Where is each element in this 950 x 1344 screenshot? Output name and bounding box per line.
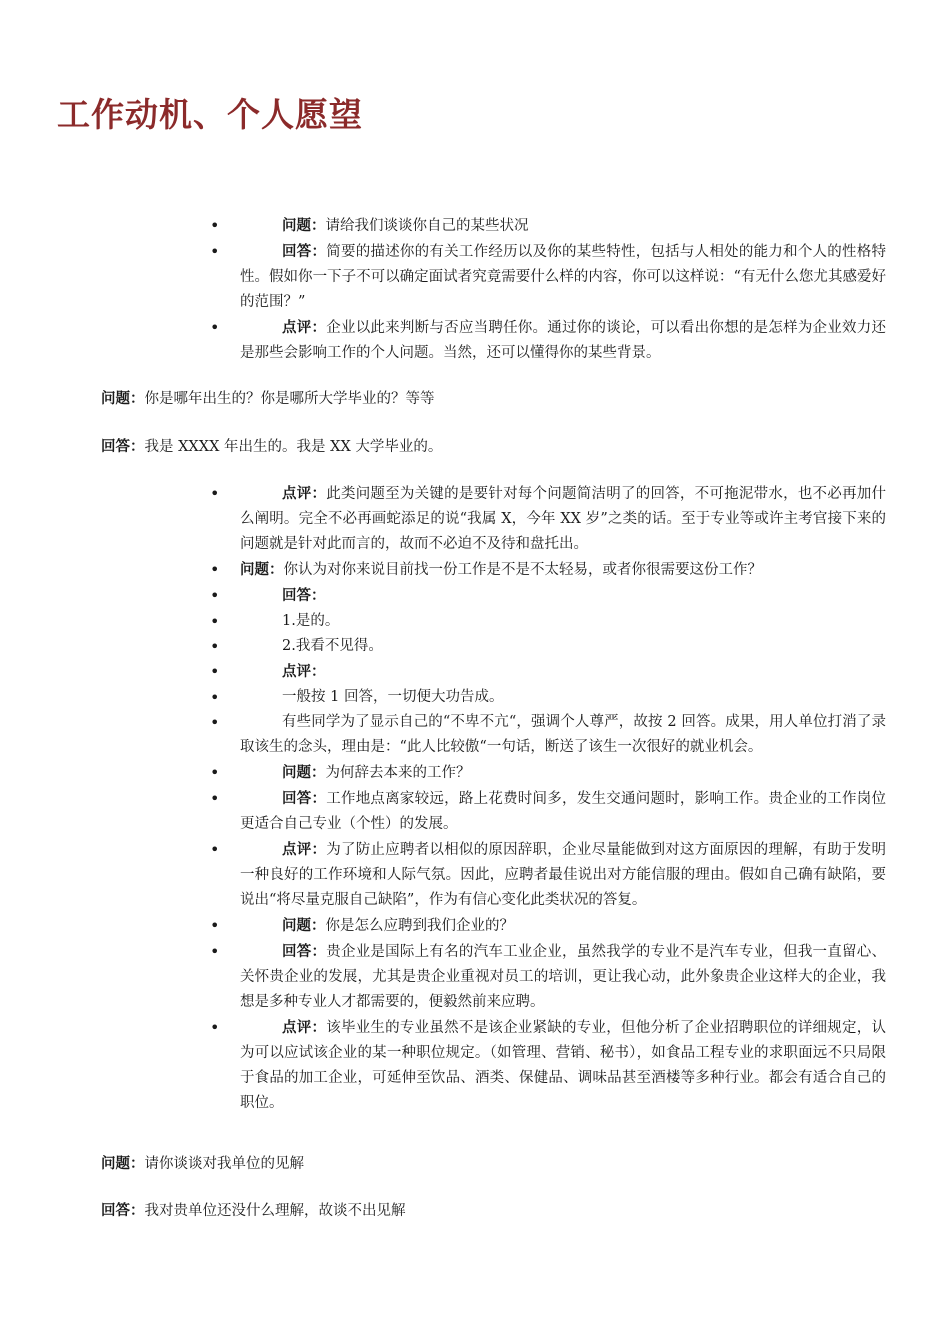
list-item: • 问题：你是怎么应聘到我们企业的？ bbox=[240, 913, 886, 939]
page-title: 工作动机、个人愿望 bbox=[57, 95, 363, 134]
answer-paragraph: 回答：我对贵单位还没什么理解，故谈不出见解 bbox=[101, 1202, 406, 1219]
answer-paragraph: 回答：我是 XXXX 年出生的。我是 XX 大学毕业的。 bbox=[101, 438, 443, 455]
bullet-icon: • bbox=[210, 713, 220, 732]
list-item: • 1.是的。 bbox=[240, 609, 886, 634]
bullet-icon: • bbox=[210, 560, 220, 579]
list-item: • 问题：请给我们谈谈你自己的某些状况 bbox=[240, 213, 886, 239]
bullet-icon: • bbox=[210, 318, 220, 337]
bullet-icon: • bbox=[210, 789, 220, 808]
bullet-icon: • bbox=[210, 916, 220, 935]
bullet-icon: • bbox=[210, 612, 220, 631]
bullet-icon: • bbox=[210, 1018, 220, 1037]
bullet-icon: • bbox=[210, 763, 220, 782]
list-item: • 点评：企业以此来判断与否应当聘任你。通过你的谈论，可以看出你想的是怎样为企业效力还是那些会影响工作的个人问题。当然，还可以懂得你的某些背景。 bbox=[240, 315, 886, 366]
list-item: • 回答：贵企业是国际上有名的汽车工业企业，虽然我学的专业不是汽车专业，但我一直留心、关怀贵企业的发展，尤其是贵企业重视对员工的培训，更让我心动，此外象贵企业这样大的企业，我想是多种专业人才都需要的，便毅然前来应聘。 bbox=[240, 939, 886, 1015]
bullet-icon: • bbox=[210, 242, 220, 261]
list-item: • 点评：此类问题至为关键的是要针对每个问题简洁明了的回答，不可拖泥带水，也不必再加什么阐明。完全不必再画蛇添足的说“我属 X，今年 XX 岁”之类的话。至于专业等或许主考官接下来的问题就是针对此而言的，故而不必迫不及待和盘托出。 bbox=[240, 481, 886, 557]
question-paragraph: 问题：你是哪年出生的？你是哪所大学毕业的？等等 bbox=[101, 390, 435, 407]
list-item: • 点评：为了防止应聘者以相似的原因辞职，企业尽量能做到对这方面原因的理解，有助于发明一种良好的工作环境和人际气氛。因此，应聘者最佳说出对方能信服的理由。假如自己确有缺陷，要说出“将尽量克服自己缺陷”，作为有信心变化此类状况的答复。 bbox=[240, 837, 886, 913]
bullet-icon: • bbox=[210, 484, 220, 503]
bullet-icon: • bbox=[210, 662, 220, 681]
bullet-icon: • bbox=[210, 942, 220, 961]
bullet-icon: • bbox=[210, 216, 220, 235]
bullet-icon: • bbox=[210, 688, 220, 707]
list-item: • 点评： bbox=[240, 659, 886, 685]
bullet-icon: • bbox=[210, 840, 220, 859]
list-item: • 回答：简要的描述你的有关工作经历以及你的某些特性，包括与人相处的能力和个人的性格特性。假如你一下子不可以确定面试者究竟需要什么样的内容，你可以这样说：“有无什么您尤其感爱好的范围？” bbox=[240, 239, 886, 315]
list-item: • 问题：为何辞去本来的工作？ bbox=[240, 760, 886, 786]
list-item: • 回答：工作地点离家较远，路上花费时间多，发生交通问题时，影响工作。贵企业的工作岗位更适合自己专业（个性）的发展。 bbox=[240, 786, 886, 837]
bullet-list-2 bbox=[0, 481, 950, 1116]
list-item: • 回答： bbox=[240, 583, 886, 609]
list-item: • 点评：该毕业生的专业虽然不是该企业紧缺的专业，但他分析了企业招聘职位的详细规定，认为可以应试该企业的某一种职位规定。（如管理、营销、秘书），如食品工程专业的求职面远不只局限于食品的加工企业，可延伸至饮品、酒类、保健品、调味品甚至酒楼等多种行业。都会有适合自己的职位。 bbox=[240, 1015, 886, 1116]
list-item: • 有些同学为了显示自己的“不卑不亢“，强调个人尊严，故按 2 回答。成果，用人单位打消了录取该生的念头，理由是：“此人比较傲“一句话，断送了该生一次很好的就业机会。 bbox=[240, 710, 886, 760]
list-item: • 2.我看不见得。 bbox=[240, 634, 886, 659]
list-item: • 问题：你认为对你来说目前找一份工作是不是不太轻易，或者你很需要这份工作？ bbox=[240, 557, 886, 583]
question-paragraph: 问题：请你谈谈对我单位的见解 bbox=[101, 1155, 304, 1172]
bullet-icon: • bbox=[210, 637, 220, 656]
bullet-icon: • bbox=[210, 586, 220, 605]
bullet-list-1 bbox=[0, 213, 950, 366]
list-item: • 一般按 1 回答，一切便大功告成。 bbox=[240, 685, 886, 710]
